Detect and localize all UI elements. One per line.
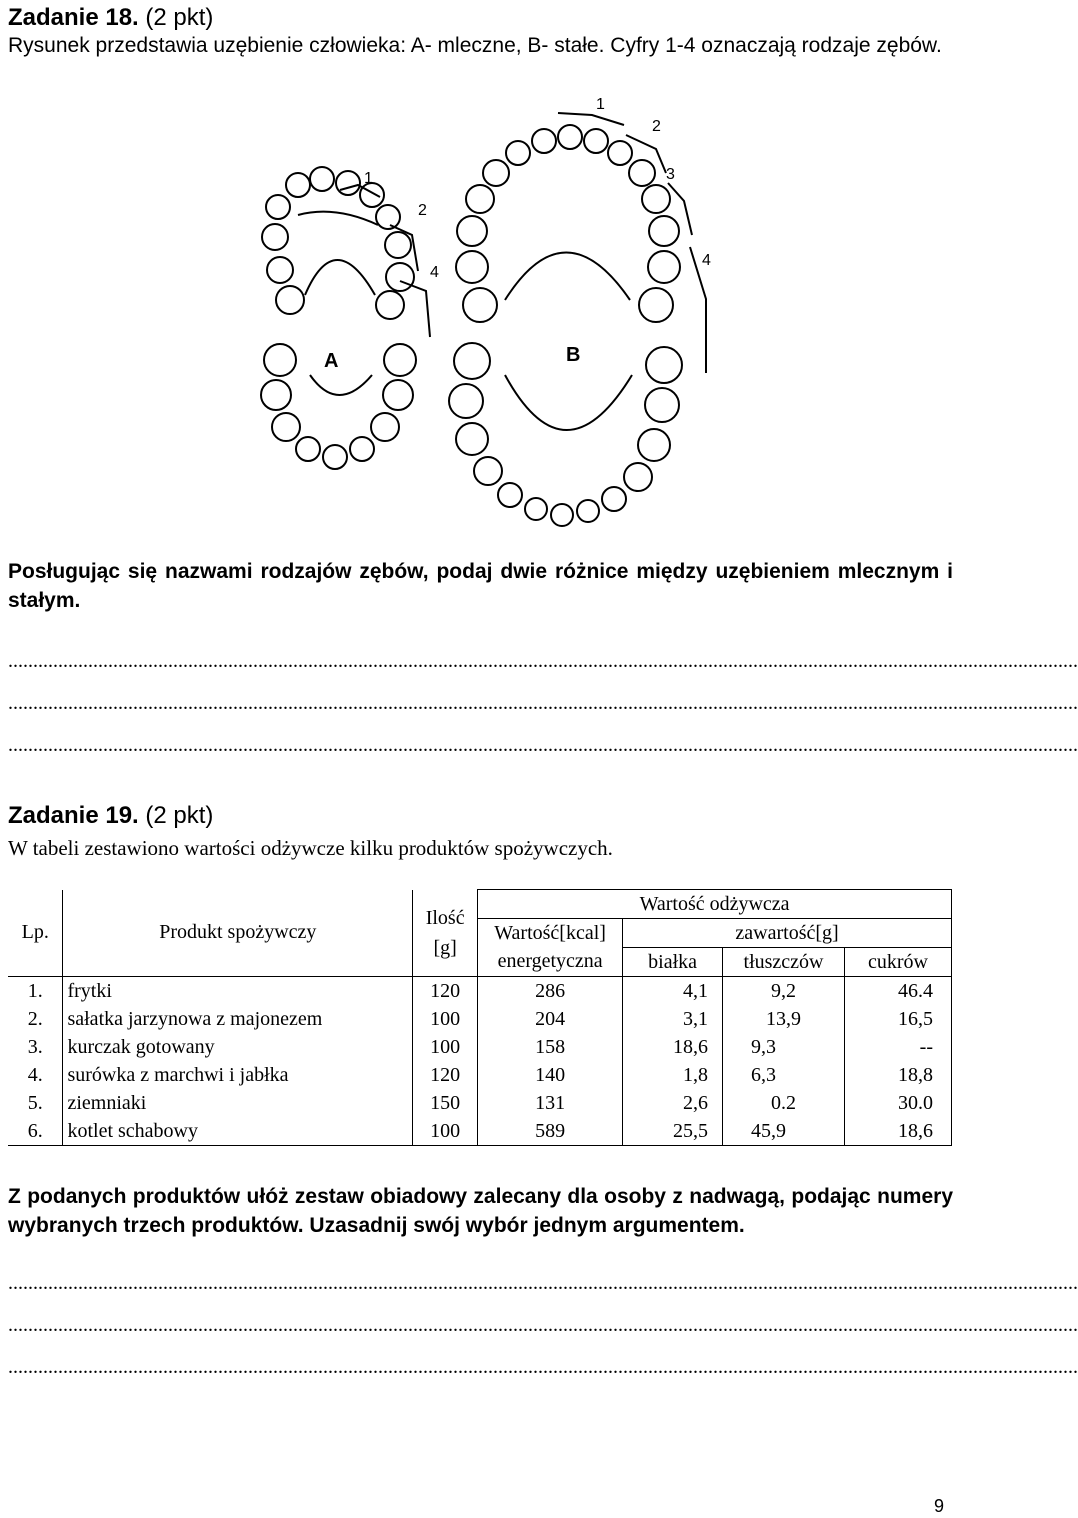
table-row [8, 1005, 952, 1033]
cell-qty: 150 [413, 1089, 478, 1117]
cell-kcal: 158 [478, 1033, 623, 1061]
milk-teeth-lower-arch [261, 344, 416, 469]
cell-kcal: 589 [478, 1117, 623, 1146]
answer-line-19-2[interactable]: ...................................................................................................................................................................................................................... [8, 1314, 1078, 1336]
cell-qty: 120 [413, 977, 478, 1006]
cell-fat: 45,9 [723, 1117, 845, 1146]
task19-heading [8, 802, 213, 830]
milk-teeth-upper-arch [262, 167, 414, 319]
cell-fat: 13,9 [723, 1005, 845, 1033]
a-number-4: 4 [430, 264, 439, 281]
task19-intro: W tabeli zestawiono wartości odżywcze kilku produktów spożywczych. [8, 836, 613, 860]
task18-question: Posługując się nazwami rodzajów zębów, podaj dwie różnice między uzębieniem mlecznym i stałym. [8, 560, 953, 612]
cell-protein: 2,6 [623, 1089, 723, 1117]
nutrition-table [8, 889, 952, 1146]
b-number-1: 1 [596, 96, 605, 113]
cell-lp: 5. [27, 1091, 43, 1114]
cell-lp: 4. [27, 1063, 43, 1086]
b-number-3: 3 [666, 166, 675, 183]
cell-sugar: 30.0 [845, 1089, 952, 1117]
cell-protein: 1,8 [623, 1061, 723, 1089]
answer-line-18-1[interactable]: ...................................................................................................................................................................................................................... [8, 650, 1078, 672]
cell-protein: 3,1 [623, 1005, 723, 1033]
header-fat: tłuszczów [723, 948, 845, 977]
cell-sugar: 46.4 [845, 977, 952, 1006]
a-number-1: 1 [364, 170, 373, 187]
table-row [8, 1033, 952, 1061]
cell-product: surówka z marchwi i jabłka [63, 1061, 413, 1089]
cell-qty: 120 [413, 1061, 478, 1089]
header-product: Produkt spożywczy [63, 890, 413, 977]
cell-protein: 4,1 [623, 977, 723, 1006]
task19-question: Z podanych produktów ułóż zestaw obiadowy zalecany dla osoby z nadwagą, podając numery wybranych trzech produktów. Uzasadnij swój wybór jednym argumentem. [8, 1185, 953, 1237]
b-number-4: 4 [702, 252, 711, 269]
cell-sugar: 16,5 [845, 1005, 952, 1033]
a-number-2: 2 [418, 202, 427, 219]
cell-sugar: 18,6 [845, 1117, 952, 1146]
permanent-teeth-upper-arch [456, 125, 680, 322]
answer-line-19-3[interactable]: ...................................................................................................................................................................................................................... [8, 1356, 1078, 1378]
dentition-figure [240, 85, 740, 535]
header-nutritional-value: Wartość odżywcza [478, 890, 952, 919]
table-row [8, 1117, 952, 1146]
cell-kcal: 140 [478, 1061, 623, 1089]
cell-kcal: 286 [478, 977, 623, 1006]
cell-protein: 25,5 [623, 1117, 723, 1146]
cell-fat: 0.2 [723, 1089, 845, 1117]
cell-lp: 2. [27, 1007, 43, 1030]
label-a: A [324, 350, 339, 372]
cell-product: kurczak gotowany [63, 1033, 413, 1061]
answer-line-18-2[interactable]: ...................................................................................................................................................................................................................... [8, 692, 1078, 714]
task19-title: Zadanie 19. [8, 802, 139, 829]
table-row [8, 1089, 952, 1117]
cell-fat: 9,2 [723, 977, 845, 1006]
header-lp: Lp. [8, 890, 63, 977]
permanent-teeth-lower-arch [449, 343, 682, 526]
header-energy: Wartość[kcal] [478, 919, 623, 948]
cell-product: ziemniaki [63, 1089, 413, 1117]
answer-line-18-3[interactable]: ...................................................................................................................................................................................................................... [8, 734, 1078, 756]
header-content: zawartość[g] [623, 919, 952, 948]
cell-product: frytki [63, 977, 413, 1006]
page-number: 9 [934, 1496, 945, 1516]
cell-qty: 100 [413, 1117, 478, 1146]
task19-points: (2 pkt) [145, 802, 214, 829]
table-row [8, 1061, 952, 1089]
cell-lp: 1. [27, 979, 43, 1002]
header-quantity [413, 890, 478, 977]
cell-qty: 100 [413, 1005, 478, 1033]
cell-product: kotlet schabowy [63, 1117, 413, 1146]
cell-qty: 100 [413, 1033, 478, 1061]
header-quantity-unit: [g] [433, 936, 457, 959]
cell-sugar: -- [845, 1033, 952, 1061]
cell-product: sałatka jarzynowa z majonezem [63, 1005, 413, 1033]
label-b: B [566, 344, 581, 366]
task18-heading [8, 4, 213, 32]
task18-intro: Rysunek przedstawia uzębienie człowieka: A- mleczne, B- stałe. Cyfry 1-4 oznaczają rodzaje zębów. [8, 34, 942, 57]
answer-line-19-1[interactable]: ...................................................................................................................................................................................................................... [8, 1272, 1078, 1294]
cell-protein: 18,6 [623, 1033, 723, 1061]
cell-kcal: 131 [478, 1089, 623, 1117]
task18-points: (2 pkt) [145, 4, 214, 31]
header-energy-2: energetyczna [478, 948, 623, 977]
header-sugar: cukrów [845, 948, 952, 977]
cell-lp: 6. [8, 1117, 63, 1146]
cell-fat: 9,3 [723, 1033, 845, 1061]
task18-title: Zadanie 18. [8, 4, 139, 31]
cell-lp: 3. [27, 1035, 43, 1058]
cell-sugar: 18,8 [845, 1061, 952, 1089]
b-number-2: 2 [652, 118, 661, 135]
cell-fat: 6,3 [723, 1061, 845, 1089]
cell-kcal: 204 [478, 1005, 623, 1033]
table-row [8, 977, 952, 1006]
header-protein: białka [623, 948, 723, 977]
header-quantity-label: Ilość [425, 906, 465, 929]
